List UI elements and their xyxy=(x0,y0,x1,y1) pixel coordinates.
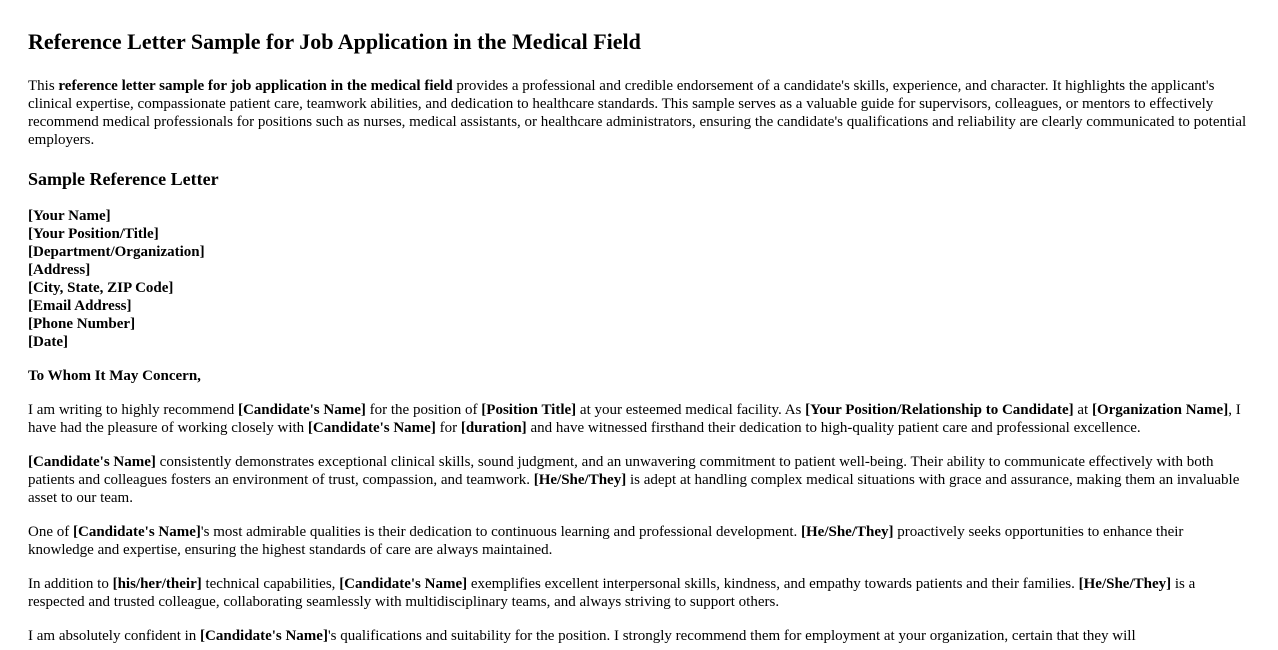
p2-bold-2: [He/She/They] xyxy=(533,472,627,488)
p4-text-3: exemplifies excellent interpersonal skills, kindness, and empathy towards patients and their families. xyxy=(467,576,1079,592)
p3-bold-1: [Candidate's Name] xyxy=(73,524,201,540)
p1-text-5: , I have had the pleasure of working closely with xyxy=(28,402,1241,436)
p1-text-3: at your esteemed medical facility. As xyxy=(576,402,806,418)
section-title: Sample Reference Letter xyxy=(28,169,219,189)
p1-text-2: for the position of xyxy=(365,402,482,418)
p1-bold-2: [Position Title] xyxy=(481,402,577,418)
p2-bold-1: [Candidate's Name] xyxy=(28,454,156,470)
p5-bold-1: [Candidate's Name] xyxy=(200,628,328,644)
letter-paragraph-2 xyxy=(28,453,1250,507)
sender-name: [Your Name] xyxy=(28,208,111,224)
p4-bold-2: [Candidate's Name] xyxy=(339,576,468,592)
sender-phone: [Phone Number] xyxy=(28,316,136,332)
p3-text-3: proactively seeks opportunities to enhance their knowledge and expertise, ensuring the highest standards of care are always maintained. xyxy=(28,524,1184,558)
p1-text-1: I am writing to highly recommend xyxy=(28,402,238,418)
p1-bold-4: [Organization Name] xyxy=(1091,402,1229,418)
p2-text-1: consistently demonstrates exceptional clinical skills, sound judgment, and an unwavering commitment to patient well-being. Their ability to communicate effectively with both patients and colleagues fosters an environment of trust, compassion, and teamwork. xyxy=(28,454,1214,488)
p1-text-7: and have witnessed firsthand their dedication to high-quality patient care and professional excellence. xyxy=(526,420,1141,436)
p5-text-2: 's qualifications and suitability for the position. I strongly recommend them for employment at your organization, certain that they will xyxy=(327,628,1136,644)
sender-address: [Address] xyxy=(28,262,91,278)
p1-bold-3: [Your Position/Relationship to Candidate] xyxy=(805,402,1074,418)
intro-paragraph xyxy=(28,77,1250,149)
p3-text-1: One of xyxy=(28,524,73,540)
sender-city: [City, State, ZIP Code] xyxy=(28,280,174,296)
p4-text-4: is a respected and trusted colleague, collaborating seamlessly with multidisciplinary teams, and always striving to support others. xyxy=(28,576,1196,610)
sender-email: [Email Address] xyxy=(28,298,132,314)
page-title: Reference Letter Sample for Job Application in the Medical Field xyxy=(28,29,641,54)
sender-position: [Your Position/Title] xyxy=(28,226,159,242)
p1-bold-5: [Candidate's Name] xyxy=(307,420,436,436)
p1-text-4: at xyxy=(1073,402,1092,418)
sender-date: [Date] xyxy=(28,334,68,350)
letter-paragraph-4 xyxy=(28,575,1250,611)
p3-text-2: 's most admirable qualities is their dedication to continuous learning and professional development. xyxy=(200,524,801,540)
p4-text-2: technical capabilities, xyxy=(201,576,340,592)
letter-paragraph-1 xyxy=(28,401,1250,437)
p4-bold-3: [He/She/They] xyxy=(1078,576,1172,592)
p4-bold-1: [his/her/their] xyxy=(112,576,202,592)
letter-paragraph-3 xyxy=(28,523,1250,559)
letter-paragraph-5 xyxy=(28,627,1250,645)
intro-bold: reference letter sample for job application in the medical field xyxy=(58,78,453,94)
p1-bold-1: [Candidate's Name] xyxy=(237,402,366,418)
p1-text-6: for xyxy=(435,420,461,436)
intro-rest: provides a professional and credible endorsement of a candidate's skills, experience, and character. It highlights the applicant's clinical expertise, compassionate patient care, teamwork abilities, and dedication to healthcare standards. This sample serves as a valuable guide for supervisors, colleagues, or mentors to effectively recommend medical professionals for positions such as nurses, medical assistants, or healthcare administrators, ensuring the candidate's qualifications and reliability are clearly communicated to potential employers. xyxy=(28,78,1247,148)
p3-bold-2: [He/She/They] xyxy=(801,524,894,540)
intro-lead: This xyxy=(28,78,59,94)
sender-address-block xyxy=(28,207,1250,351)
sender-department: [Department/Organization] xyxy=(28,244,205,260)
salutation: To Whom It May Concern, xyxy=(28,368,201,384)
p5-text-1: I am absolutely confident in xyxy=(28,628,201,644)
p4-text-1: In addition to xyxy=(28,576,113,592)
p2-text-2: is adept at handling complex medical situations with grace and assurance, making them an invaluable asset to our team. xyxy=(28,472,1240,506)
p1-bold-6: [duration] xyxy=(460,420,527,436)
